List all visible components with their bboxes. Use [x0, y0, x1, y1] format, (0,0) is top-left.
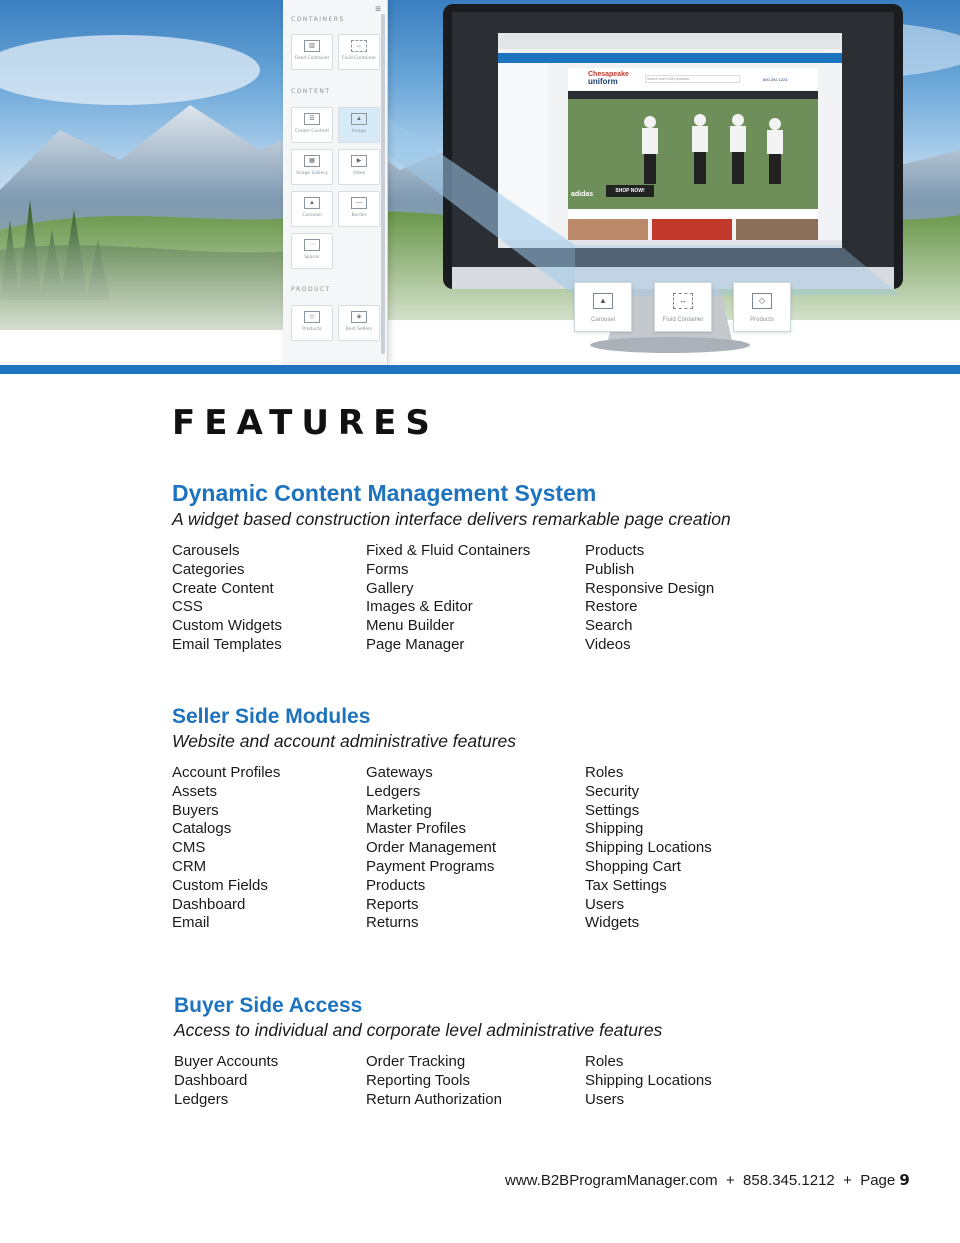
feature-item: Videos	[585, 635, 631, 653]
feature-item: Buyers	[172, 801, 219, 819]
page-title: FEATURES	[172, 403, 439, 443]
feature-item: Email Templates	[172, 635, 282, 653]
widget-fluid-container[interactable]	[338, 34, 380, 70]
panel-section-product: PRODUCT	[291, 286, 331, 293]
section-subtitle: Access to individual and corporate level administrative features	[174, 1020, 663, 1040]
section-seller-modules	[172, 705, 712, 932]
widget-products[interactable]	[291, 305, 333, 341]
header-divider	[0, 365, 960, 374]
adidas-logo: adidas	[571, 191, 594, 198]
site-brand	[588, 71, 629, 85]
widget-label: Border	[351, 213, 367, 218]
feature-item: Reports	[366, 895, 419, 913]
section-subtitle: Website and account administrative features	[172, 731, 517, 751]
feature-item: Shipping Locations	[585, 1071, 712, 1089]
site-brand-bottom: uniform	[588, 77, 618, 86]
feature-item: Roles	[585, 1053, 624, 1070]
feature-column	[366, 764, 496, 933]
feature-item: Account Profiles	[172, 764, 281, 781]
feature-item: Ledgers	[174, 1090, 229, 1108]
callout-tile-carousel	[574, 282, 632, 332]
feature-item: Dashboard	[174, 1071, 248, 1089]
image-gallery-icon: ▦	[304, 155, 320, 167]
callout-tile-products	[733, 282, 791, 332]
widget-video[interactable]	[338, 149, 380, 185]
widget-label: Video	[352, 171, 366, 176]
widget-spacer[interactable]	[291, 233, 333, 269]
image-icon: ▲	[351, 113, 367, 125]
mountain-landscape	[0, 0, 960, 365]
callout-label: Fluid Container	[662, 317, 704, 323]
widget-label: Create Content	[294, 129, 330, 134]
feature-item: CSS	[172, 598, 203, 616]
spacer-icon: ⋯	[304, 239, 320, 251]
feature-column	[585, 764, 712, 933]
create-content-icon: ☰	[304, 113, 320, 125]
panel-section-containers: CONTAINERS	[291, 16, 345, 23]
site-brand-top: Chesapeake	[588, 71, 629, 78]
carousel-icon: ▲	[593, 293, 613, 309]
widget-fixed-container[interactable]	[291, 34, 333, 70]
border-icon: —	[351, 197, 367, 209]
feature-item: Users	[585, 895, 625, 913]
feature-item: Order Tracking	[366, 1053, 466, 1070]
tag-icon: ◇	[752, 293, 772, 309]
section-buyer-access	[174, 994, 712, 1108]
feature-item: Create Content	[172, 579, 274, 597]
feature-item: Master Profiles	[366, 820, 467, 838]
panel-section-content: CONTENT	[291, 88, 331, 95]
widget-label: Image Gallery	[296, 171, 328, 176]
feature-item: Images & Editor	[366, 598, 473, 616]
feature-item: Buyer Accounts	[174, 1053, 279, 1070]
feature-item: Security	[585, 782, 640, 800]
feature-column	[585, 542, 714, 655]
feature-item: Settings	[585, 801, 640, 819]
panel-scrollbar[interactable]	[381, 14, 385, 354]
footer-text: www.B2BProgramManager.com + 858.345.1212 + Page	[505, 1172, 896, 1189]
widget-carousel[interactable]	[291, 191, 333, 227]
fixed-container-icon: ▥	[304, 40, 320, 52]
feature-item: Custom Fields	[172, 876, 268, 894]
feature-item: Dashboard	[172, 895, 246, 913]
section-subtitle: A widget based construction interface delivers remarkable page creation	[172, 509, 731, 529]
site-phone: 800.292.1224	[763, 77, 788, 82]
video-icon: ▶	[351, 155, 367, 167]
carousel-icon: ▲	[304, 197, 320, 209]
widget-image-gallery[interactable]	[291, 149, 333, 185]
feature-item: Shipping Locations	[585, 839, 712, 857]
callout-label: Products	[750, 317, 774, 323]
feature-column	[585, 1053, 712, 1109]
widget-label: Spacer	[304, 255, 320, 260]
feature-item: Ledgers	[366, 782, 421, 800]
shop-now-button: SHOP NOW!	[606, 185, 654, 197]
tag-icon: ◇	[304, 311, 320, 323]
section-title: Seller Side Modules	[172, 705, 371, 728]
widget-border[interactable]	[338, 191, 380, 227]
feature-item: Forms	[366, 560, 409, 578]
widget-label: Products	[302, 327, 322, 332]
callout-tile-fluid-container	[654, 282, 712, 332]
feature-item: CRM	[172, 857, 207, 875]
hero-banner	[0, 0, 960, 365]
feature-item: Search	[585, 617, 633, 635]
feature-item: Email	[172, 914, 210, 932]
feature-item: Carousels	[172, 542, 240, 559]
feature-item: Tax Settings	[585, 876, 667, 894]
feature-item: Returns	[366, 914, 419, 932]
feature-item: Publish	[585, 560, 635, 578]
feature-item: Payment Programs	[366, 857, 495, 875]
page-number: 9	[899, 1171, 910, 1189]
widget-label: Fixed Container	[294, 56, 330, 61]
fluid-container-icon: ↔	[673, 293, 693, 309]
feature-item: CMS	[172, 839, 206, 857]
site-search: Search over 1000 products	[645, 75, 740, 83]
feature-item: Order Management	[366, 839, 497, 857]
feature-item: Categories	[172, 560, 245, 578]
feature-column	[174, 1053, 278, 1109]
callout-label: Carousel	[590, 317, 615, 323]
feature-item: Restore	[585, 598, 638, 616]
feature-column	[172, 542, 282, 655]
widget-label: Fluid Container	[341, 56, 377, 61]
feature-item: Gallery	[366, 579, 414, 597]
page-footer	[505, 1171, 910, 1189]
feature-column	[366, 1053, 502, 1109]
section-title: Dynamic Content Management System	[172, 480, 597, 506]
feature-item: Custom Widgets	[172, 617, 283, 635]
feature-item: Catalogs	[172, 820, 232, 838]
widget-best-sellers[interactable]	[338, 305, 380, 341]
widget-label: Image	[351, 129, 367, 134]
section-title: Buyer Side Access	[174, 994, 363, 1017]
tags-icon: ◈	[351, 311, 367, 323]
widget-panel	[283, 0, 388, 365]
feature-item: Menu Builder	[366, 617, 455, 635]
feature-item: Widgets	[585, 914, 640, 932]
feature-item: Fixed & Fluid Containers	[366, 542, 531, 559]
feature-item: Responsive Design	[585, 579, 715, 597]
feature-item: Reporting Tools	[366, 1071, 470, 1089]
widget-create-content[interactable]	[291, 107, 333, 143]
feature-item: Products	[585, 542, 645, 559]
feature-column	[366, 542, 530, 655]
fluid-container-icon: ↔	[351, 40, 367, 52]
feature-item: Roles	[585, 764, 624, 781]
feature-item: Return Authorization	[366, 1090, 502, 1108]
widget-image[interactable]	[338, 107, 380, 143]
feature-item: Page Manager	[366, 635, 465, 653]
feature-item: Shipping	[585, 820, 644, 838]
widget-label: Best Sellers	[345, 327, 373, 332]
hamburger-menu-icon[interactable]: ≡	[375, 4, 381, 15]
feature-column	[172, 764, 280, 933]
section-cms	[172, 480, 731, 653]
feature-item: Gateways	[366, 764, 433, 781]
feature-item: Shopping Cart	[585, 857, 681, 875]
feature-item: Assets	[172, 782, 218, 800]
feature-item: Products	[366, 876, 426, 894]
feature-item: Marketing	[366, 801, 432, 819]
widget-label: Carousel	[302, 213, 322, 218]
feature-item: Users	[585, 1090, 625, 1108]
